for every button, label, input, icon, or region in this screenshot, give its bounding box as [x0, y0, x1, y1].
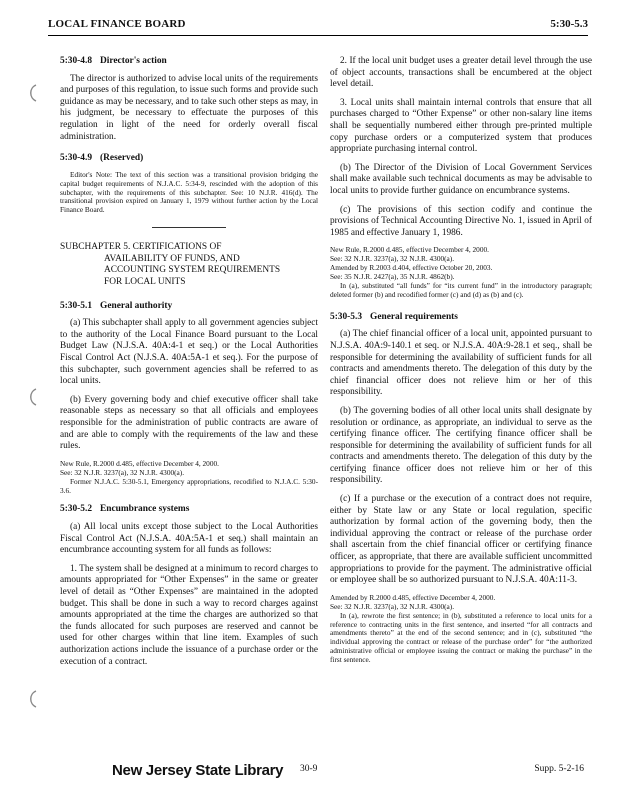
history-line: Amended by R.2000 d.485, effective December 4, 2000. [330, 592, 496, 602]
history-line: New Rule, R.2000 d.485, effective December 4, 2000. [60, 458, 219, 468]
history-line: See: 32 N.J.R. 3237(a), 32 N.J.R. 4300(a). [330, 601, 455, 611]
header-title: LOCAL FINANCE BOARD [48, 18, 186, 30]
subchapter-title-line: FOR LOCAL UNITS [104, 277, 186, 288]
section-title: General requirements [370, 311, 458, 322]
section-paragraph: (c) If a purchase or the execution of a contract does not require, either by State law or any State or local regulation, specific authorization by formal action of the governing body, then the individual approving the contract or release of the purchase order shall ascertain from the chief financial officer or certifying finance officer, as appropriate, that there are available sufficient uncommitted appropriations to provide for the payment. The administrative official or employee shall be so authorized pursuant to N.J.S.A. 40A:11-3. [330, 494, 592, 586]
library-watermark: New Jersey State Library [112, 762, 284, 779]
section-paragraph: (a) This subchapter shall apply to all government agencies subject to the authority of the Local Finance Board pursuant to the Local Budget Law (N.J.S.A. 40A:4-1 et seq.) or the Local Authorities Fiscal Control Act (N.J.S.A. 40A:5A-1 et seq.). For the purpose of this subchapter, such government agencies shall be referred to as local units. [60, 318, 318, 387]
section-divider [152, 227, 226, 228]
right-column [330, 56, 592, 674]
history-line: See: 32 N.J.R. 3237(a), 32 N.J.R. 4300(a). [60, 467, 185, 477]
history-line: In (a), substituted “all funds” for “its current fund” in the introductory paragraph; deleted former (b) and recodified former (c) and (d) as (b) and (c). [330, 280, 592, 299]
subchapter-title-line: AVAILABILITY OF FUNDS, AND [104, 253, 240, 264]
section-paragraph: (a) All local units except those subject to the Local Authorities Fiscal Control Act (N.J.S.A. 40A:5A-1 et seq.) shall maintain an encumbrance accounting system for all funds as follows: [60, 522, 318, 556]
section-title: General authority [100, 300, 173, 311]
binder-hole-mark-icon [26, 388, 38, 406]
history-line: See: 32 N.J.R. 3237(a), 32 N.J.R. 4300(a). [330, 254, 455, 264]
section-heading-4-8 [60, 56, 318, 68]
subchapter-heading [60, 242, 318, 288]
page-number: 30-9 [300, 764, 318, 774]
section-paragraph: (c) The provisions of this section codify and continue the provisions of Technical Accounting Directive No. 1, issued in April of 1985 and effective January 1, 1986. [330, 204, 592, 238]
section-number: 5:30-5.1 [60, 300, 93, 311]
section-heading-5-3 [330, 312, 592, 324]
section-number: 5:30-5.2 [60, 504, 93, 515]
section-paragraph: (a) The chief financial officer of a local unit, appointed pursuant to N.J.S.A. 40A:9-140.1 et seq. or N.J.S.A. 40A:9-28.1 et seq., shall be responsible for determining the availability of sufficient funds for all contracts and amendments thereto. The delegation of this duty by the chief financial officer does not relieve him or her of this responsibility. [330, 329, 592, 398]
section-paragraph: The director is authorized to advise local units of the requirements and purposes of this regulation, to issue such forms and provide such guidance as may be necessary, and to take such other steps as may, in his judgment, be necessary to effectuate the purposes of this regulation in light of the need for orderly overall fiscal administration. [60, 73, 318, 142]
history-note [330, 246, 592, 299]
left-column [60, 56, 318, 675]
supplement-date: Supp. 5-2-16 [534, 764, 584, 774]
page-footer [0, 760, 618, 790]
subchapter-title-line: ACCOUNTING SYSTEM REQUIREMENTS [104, 265, 281, 276]
section-paragraph: (b) The Director of the Division of Local Government Services shall make available such technical documents as may be advisable to local units to provide further guidance on encumbrance systems. [330, 162, 592, 196]
section-heading-5-2 [60, 504, 318, 516]
running-header [48, 15, 588, 36]
section-paragraph: 2. If the local unit budget uses a greater detail level through the use of object accounts, transactions shall be encumbered at the object level detail. [330, 56, 592, 90]
section-title: Encumbrance systems [100, 504, 190, 515]
history-line: See: 35 N.J.R. 2427(a), 35 N.J.R. 4862(b). [330, 272, 455, 282]
section-number: 5:30-4.8 [60, 56, 93, 66]
history-line: New Rule, R.2000 d.485, effective December 4, 2000. [330, 245, 489, 255]
editors-note: Editor's Note: The text of this section was a transitional provision bridging the capital budget requirements of N.J.A.C. 5:34-9, rescinded with the adoption of this subchapter, with the requirements of this subchapter. See: 10 N.J.R. 416(d). The transitional provision expired on January 1, 1979 without further action by the Local Finance Board. [60, 169, 318, 215]
binder-hole-mark-icon [26, 690, 38, 708]
section-paragraph: 3. Local units shall maintain internal controls that ensure that all purchases charged to “Other Expense” or other non-salary line items shall be sequentially numbered either through pre-printed multiple copy purchase orders or a computerized system that produces appropriate purchasing internal control. [330, 97, 592, 155]
section-paragraph: (b) The governing bodies of all other local units shall designate by resolution or ordinance, as appropriate, an individual to serve as the certifying finance officer. The certifying finance officer shall be responsible for determining the availability of sufficient funds for all contracts and amendments thereto. The delegation of this duty by the certifying finance officer does not relieve him or her of this responsibility. [330, 405, 592, 486]
section-number: 5:30-5.3 [330, 311, 363, 322]
history-line: In (a), rewrote the first sentence; in (b), substituted a reference to local units for a reference to contracting units in the first sentence, and inserted “for all contracts and amendments thereto” at the end of the second sentence; and in (c), substituted “the individual approving the contract or release of the purchase order” for “the authorized administrative official or employee issuing the contract or making the purchase” in the first sentence. [330, 610, 592, 665]
history-note [330, 594, 592, 665]
section-heading-4-9 [60, 153, 318, 165]
section-paragraph: (b) Every governing body and chief executive officer shall take reasonable steps as necessary so that all officials and employees responsible for the administration of public contracts are aware of and are able to comply with the requirements of the law and these rules. [60, 394, 318, 452]
header-section-range: 5:30-5.3 [550, 18, 588, 30]
history-line: Former N.J.A.C. 5:30-5.1, Emergency appropriations, recodified to N.J.A.C. 5:30-3.6. [60, 476, 318, 495]
subchapter-title-line: SUBCHAPTER 5. CERTIFICATIONS OF [60, 242, 222, 253]
section-title: Director's action [100, 56, 167, 66]
history-line: Amended by R.2003 d.404, effective October 20, 2003. [330, 263, 493, 273]
section-paragraph: 1. The system shall be designed at a minimum to record charges to amounts appropriated for “Other Expenses” in the same or greater level of detail as “Other Expenses” are maintained in the adopted budget. This shall be done in such a way to record charges against amounts appropriated at the time the charges are authorized so that the funds allocated for such purposes are reserved and cannot be used for other charges within that line item. Examples of such authorization actions include the issuance of a purchase order or the execution of a contract. [60, 563, 318, 667]
section-number: 5:30-4.9 [60, 153, 93, 164]
section-heading-5-1 [60, 301, 318, 313]
binder-hole-mark-icon [26, 84, 38, 102]
history-note [60, 460, 318, 496]
section-title: (Reserved) [100, 153, 144, 164]
